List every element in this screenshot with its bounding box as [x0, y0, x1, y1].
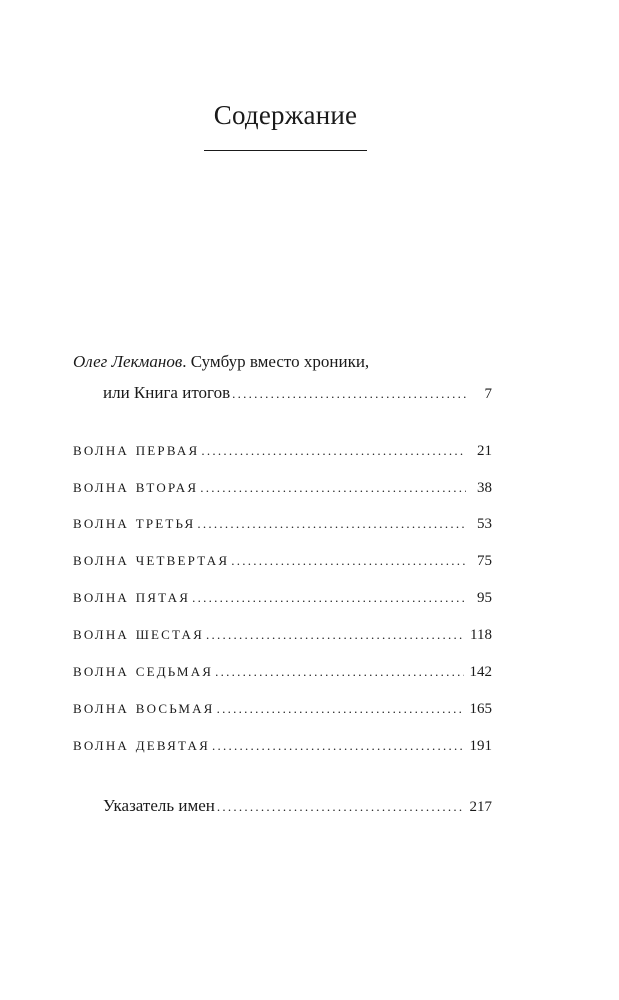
toc-entry-wave-3: [73, 510, 492, 534]
dot-leader: [231, 549, 466, 573]
toc-entry-wave-2: [73, 474, 492, 498]
intro-title-line1: . Сумбур вместо хроники,: [182, 352, 370, 371]
page-title: Содержание: [213, 100, 358, 130]
dot-leader: [217, 697, 464, 721]
entry-title: волна девятая: [73, 734, 210, 754]
page-number: 21: [477, 443, 492, 459]
page-number: 95: [477, 590, 492, 606]
page-number: 165: [469, 701, 492, 717]
intro-author: Олег Лекманов: [73, 352, 183, 371]
dot-leader: [200, 476, 466, 500]
entry-title: волна третья: [73, 512, 196, 532]
entry-title: волна пятая: [73, 586, 191, 606]
entry-title: волна восьмая: [73, 697, 215, 717]
toc-entry-wave-6: [73, 621, 492, 645]
dot-leader: [192, 586, 466, 610]
toc-entry-index: [103, 794, 492, 818]
dot-leader: [217, 795, 464, 819]
entry-title: Указатель имен: [103, 796, 215, 815]
toc-entry-wave-7: [73, 658, 492, 682]
entry-title: волна первая: [73, 439, 200, 459]
intro-entry-line2: [103, 381, 492, 405]
intro-title-line2: или Книга итогов: [103, 383, 231, 402]
toc-entry-wave-5: [73, 584, 492, 608]
toc-entry-wave-4: [73, 547, 492, 571]
dot-leader: [206, 623, 464, 647]
page-number: 75: [477, 553, 492, 569]
entry-title: волна четвертая: [73, 549, 230, 569]
dot-leader: [232, 382, 466, 406]
page-number: 118: [470, 627, 492, 643]
toc-entry-wave-8: [73, 695, 492, 719]
page-number: 38: [477, 480, 492, 496]
page-number: 7: [484, 386, 492, 402]
title-underline: [204, 150, 367, 151]
toc-entry-wave-9: [73, 732, 492, 756]
dot-leader: [212, 734, 464, 758]
toc-entry-wave-1: [73, 437, 492, 461]
entry-title: волна вторая: [73, 476, 199, 496]
page-number: 53: [477, 516, 492, 532]
page-number: 142: [469, 664, 492, 680]
entry-title: волна шестая: [73, 623, 204, 643]
dot-leader: [201, 439, 466, 463]
page-number: 217: [469, 799, 492, 815]
intro-entry-line1: [73, 350, 369, 374]
entry-title: волна седьмая: [73, 660, 214, 680]
page-number: 191: [469, 738, 492, 754]
dot-leader: [197, 512, 466, 536]
dot-leader: [215, 660, 463, 684]
